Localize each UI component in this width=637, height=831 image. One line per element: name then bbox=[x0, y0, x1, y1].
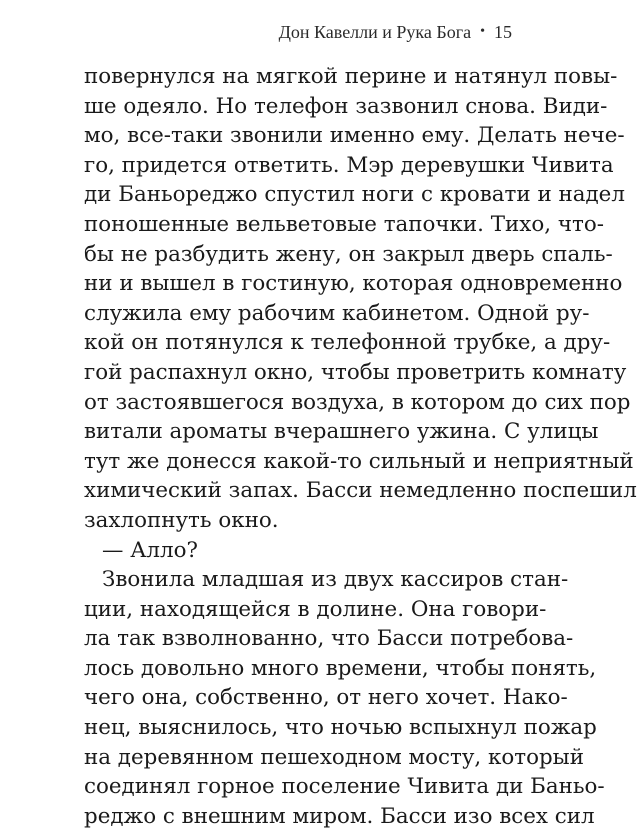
text-line: гой распахнул окно, чтобы проветрить комнату bbox=[84, 359, 627, 385]
book-title: Дон Кавелли и Рука Бога bbox=[278, 21, 472, 42]
text-line: ни и вышел в гостиную, которая одновременно bbox=[84, 271, 623, 297]
text-line: мо, все-таки звонили именно ему. Делать нече- bbox=[84, 123, 625, 149]
text-line: на деревянном пешеходном мосту, который bbox=[84, 744, 584, 770]
text-line: нец, выяснилось, что ночью вспыхнул пожар bbox=[84, 715, 597, 741]
text-line: ди Баньореджо спустил ноги с кровати и надел bbox=[84, 182, 625, 208]
text-line: реджо с внешним миром. Басси изо всех сил bbox=[84, 803, 595, 829]
running-header bbox=[84, 20, 512, 44]
text-line: соединял горное поселение Чивита ди Баньо- bbox=[84, 774, 605, 800]
text-line: служила ему рабочим кабинетом. Одной ру- bbox=[84, 300, 590, 326]
text-line: поношенные вельветовые тапочки. Тихо, что- bbox=[84, 211, 604, 237]
text-line: ла так взволнованно, что Басси потребова- bbox=[84, 626, 574, 652]
page-number: 15 bbox=[494, 21, 512, 42]
text-line: кой он потянулся к телефонной трубке, а дру- bbox=[84, 330, 611, 356]
text-line: витали ароматы вчерашнего ужина. С улицы bbox=[84, 419, 599, 445]
text-line: чего она, собственно, от него хочет. Нако- bbox=[84, 685, 568, 711]
body-text bbox=[84, 62, 637, 831]
text-line: тут же донесся какой-то сильный и неприятный bbox=[84, 448, 634, 474]
text-line: повернулся на мягкой перине и натянул повы- bbox=[84, 64, 618, 89]
text-line: Звонила младшая из двух кассиров стан- bbox=[102, 567, 569, 593]
text-line: химический запах. Басси немедленно поспешил bbox=[84, 478, 637, 504]
text-line: от застоявшегося воздуха, в котором до сих пор bbox=[84, 389, 631, 415]
text-line: го, придется ответить. Мэр деревушки Чивита bbox=[84, 152, 614, 178]
text-line: лось довольно много времени, чтобы понять, bbox=[84, 655, 597, 681]
text-line: — Алло? bbox=[102, 537, 198, 563]
text-line: ции, находящейся в долине. Она говори- bbox=[84, 596, 547, 622]
header-separator-icon: • bbox=[480, 24, 485, 39]
text-line: захлопнуть окно. bbox=[84, 507, 279, 533]
text-line: бы не разбудить жену, он закрыл дверь спаль- bbox=[84, 241, 613, 267]
text-line: ше одеяло. Но телефон зазвонил снова. Види- bbox=[84, 93, 608, 119]
